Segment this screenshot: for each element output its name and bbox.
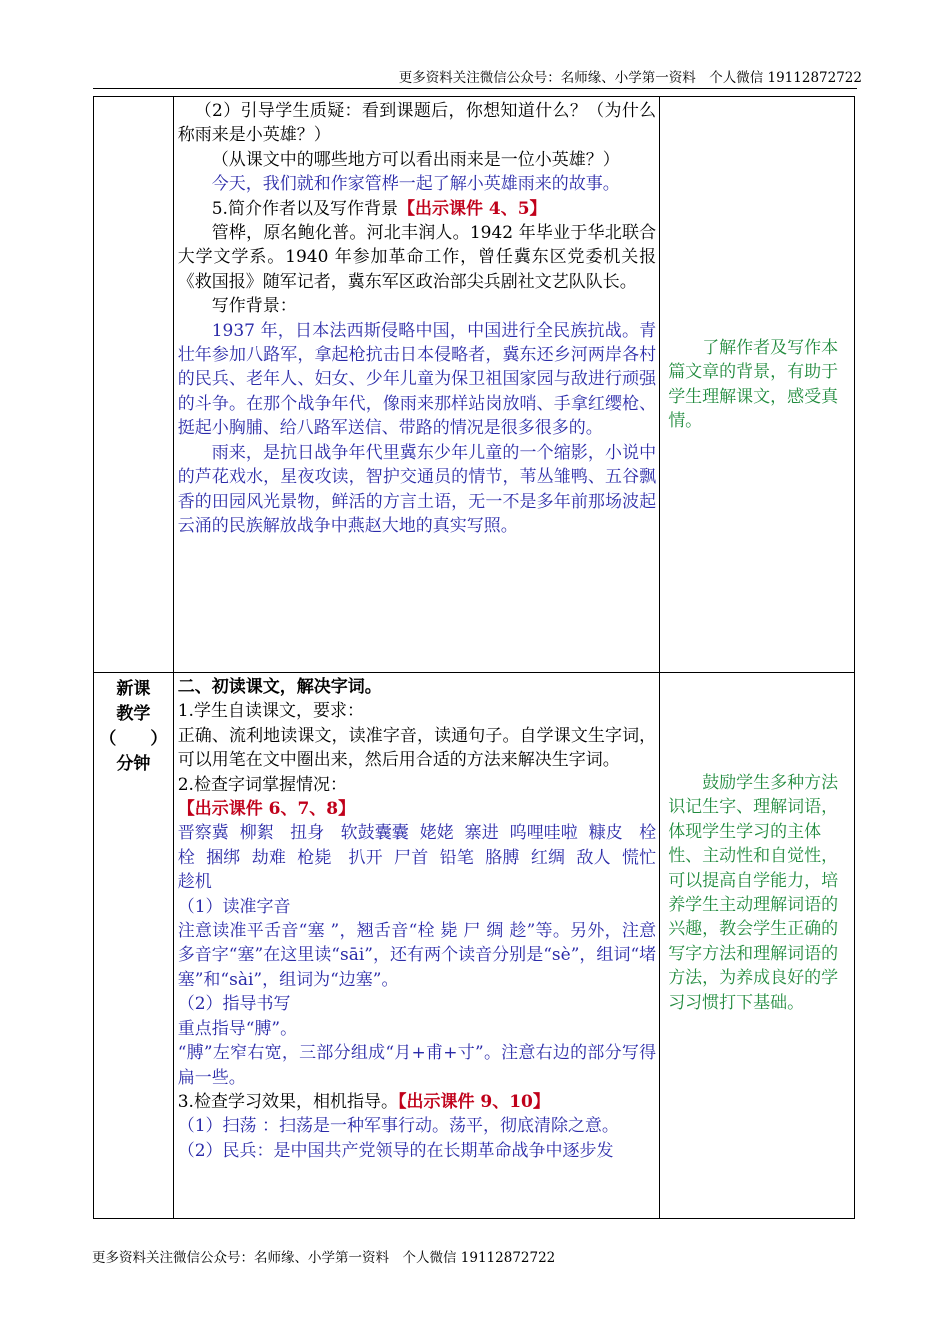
page-header: 更多资料关注微信公众号：名师缘、小学第一资料 个人微信 19112872722 <box>398 70 862 86</box>
question-line: （2）引导学生质疑：看到课题后，你想知道什么？（为什么称雨来是小英雄？） <box>177 101 657 146</box>
term-saodang: （1）扫荡 ：扫荡是一种军事行动。荡平，彻底清除之意。 <box>177 1116 619 1137</box>
pronunciation-text: 注意读准平舌音“塞 ”，翘舌音“栓 毙 尸 绸 趁”等。另外，注意多音字“塞”在这里读“sāi”，还有两个读音分别是“sè”，组词“堵塞”和“sài”，组词为“边塞”。 <box>177 921 657 990</box>
author-heading <box>178 197 656 221</box>
background-text: 1937 年，日本法西斯侵略中国，中国进行全民族抗战。青壮年参加八路军，拿起枪抗击日本侵略者，冀东还乡河两岸各村的民兵、老年人、妇女、少年儿童为保卫祖国家园与敌进行顽强的斗争。在那个战争年代，像雨来那样站岗放哨、手拿红缨枪、挺起小胸脯、给八路军送信、带路的情况是很多很多的。 <box>177 320 657 439</box>
table-row <box>94 97 855 673</box>
design-note: 鼓励学生多种方法识记生字、理解词语，体现学生学习的主体性、主动性和自觉性，可以提高自学能力，培养学生主动理解词语的兴趣，教会学生正确的写字方法和理解词语的方法，为养成良好的学习习惯打下基础。 <box>668 773 839 1013</box>
design-note: 了解作者及写作本篇文章的背景，有助于学生理解课文，感受真情。 <box>668 337 839 431</box>
writing-heading: （2）指导书写 <box>177 994 291 1015</box>
step-2: 2.检查字词掌握情况： <box>177 774 347 795</box>
vocabulary-list: 晋察冀 柳絮 扭身 软鼓囊囊 姥姥 寨进 呜哩哇啦 糠皮 栓栓 捆绑 劫难 枪毙 扒开 尸首 铅笔 胳膊 红绸 敌人 慌忙 趁机 <box>177 823 667 893</box>
pronunciation-heading: （1）读准字音 <box>177 896 291 917</box>
label-line: 分钟 <box>116 754 151 774</box>
author-bio: 管桦，原名鲍化普。河北丰润人。1942 年毕业于华北联合大学文学系。1940 年参加革命工作，曾任冀东区党委机关报《救国报》随军记者，冀东军区政治部尖兵剧社文艺队队长。 <box>177 223 657 292</box>
row2-note-cell <box>660 673 855 1219</box>
term-minbing: （2）民兵：是中国共产党领导的在长期革命战争中逐步发 <box>177 1140 614 1161</box>
author-heading-text: 5.简介作者以及写作背景 <box>211 198 398 219</box>
header-rule <box>93 88 857 89</box>
row2-content-cell <box>173 673 667 1219</box>
label-line: （ ） <box>99 729 168 749</box>
question-line-2: （从课文中的哪些地方可以看出雨来是一位小英雄？） <box>211 149 620 170</box>
summary-text: 雨来，是抗日战争年代里冀东少年儿童的一个缩影，小说中的芦花戏水，星夜攻读，智护交通员的情节，苇丛雏鸭、五谷飘香的田园风光景物，鲜活的方言土语，无一不是多年前那场波起云涌的民族解放战争中燕赵大地的真实写照。 <box>177 442 657 536</box>
writing-detail: “膊”左窄右宽，三部分组成“月+甫+寸”。注意右边的部分写得扁一些。 <box>177 1043 657 1088</box>
step-1: 1.学生自读课文，要求： <box>177 701 364 722</box>
label-line: 教学 <box>116 704 151 724</box>
page-footer: 更多资料关注微信公众号：名师缘、小学第一资料 个人微信 19112872722 <box>92 1250 556 1266</box>
row1-label-cell <box>94 97 174 673</box>
label-line: 新课 <box>116 679 151 699</box>
row1-note-cell <box>660 97 855 673</box>
courseware-tag: 【出示课件 6、7、8】 <box>177 799 356 820</box>
row1-content-cell <box>173 97 659 673</box>
step-3 <box>178 1090 656 1114</box>
table-row <box>94 673 855 1219</box>
background-heading: 写作背景： <box>211 296 297 317</box>
step-1-detail: 正确、流利地读课文，读准字音，读通句子。自学课文生字词，可以用笔在文中圈出来，然后用合适的方法来解决生字词。 <box>177 725 657 771</box>
writing-focus: 重点指导“膊”。 <box>177 1018 298 1039</box>
lesson-plan-table <box>93 96 855 1219</box>
section-label <box>94 673 173 777</box>
row2-label-cell <box>94 673 174 1219</box>
section-heading: 二、初读课文，解决字词。 <box>177 677 382 697</box>
courseware-tag: 【出示课件 9、10】 <box>397 1091 550 1112</box>
intro-line: 今天，我们就和作家管桦一起了解小英雄雨来的故事。 <box>211 174 620 195</box>
courseware-tag: 【出示课件 4、5】 <box>397 198 547 219</box>
step-3-text: 3.检查学习效果，相机指导。 <box>177 1091 398 1112</box>
